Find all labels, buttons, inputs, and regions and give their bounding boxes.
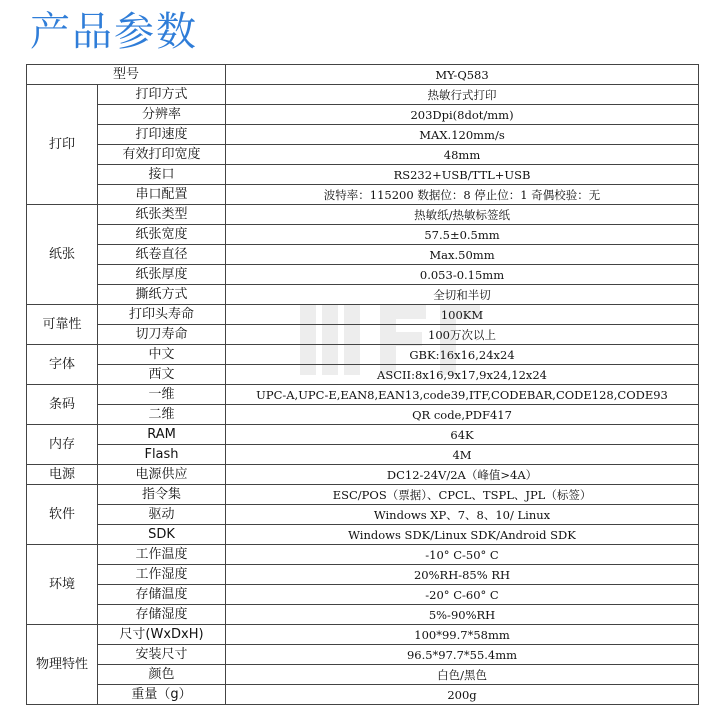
model-value: MY-Q583 <box>226 65 699 85</box>
param-name: 电源供应 <box>98 465 226 485</box>
table-row <box>27 85 699 105</box>
param-name: 指令集 <box>98 485 226 505</box>
param-name: 纸张宽度 <box>98 225 226 245</box>
param-value: 波特率：115200 数据位：8 停止位：1 奇偶校验：无 <box>226 185 699 205</box>
param-name: 安装尺寸 <box>98 645 226 665</box>
table-row-model <box>27 65 699 85</box>
param-name: Flash <box>98 445 226 465</box>
param-value: Windows SDK/Linux SDK/Android SDK <box>226 525 699 545</box>
param-value: 热敏行式打印 <box>226 85 699 105</box>
table-row <box>27 585 699 605</box>
param-name: 二维 <box>98 405 226 425</box>
param-name: 纸张厚度 <box>98 265 226 285</box>
param-value: 20%RH-85% RH <box>226 565 699 585</box>
table-row <box>27 225 699 245</box>
category-cell: 可靠性 <box>27 305 98 345</box>
table-row <box>27 185 699 205</box>
table-row <box>27 545 699 565</box>
model-label: 型号 <box>27 65 226 85</box>
category-cell: 电源 <box>27 465 98 485</box>
param-value: 白色/黑色 <box>226 665 699 685</box>
param-name: 接口 <box>98 165 226 185</box>
table-row <box>27 625 699 645</box>
param-value: 0.053-0.15mm <box>226 265 699 285</box>
table-row <box>27 205 699 225</box>
table-row <box>27 605 699 625</box>
table-row <box>27 485 699 505</box>
param-value: RS232+USB/TTL+USB <box>226 165 699 185</box>
category-cell: 环境 <box>27 545 98 625</box>
param-name: 工作湿度 <box>98 565 226 585</box>
table-row <box>27 125 699 145</box>
param-value: Max.50mm <box>226 245 699 265</box>
param-value: 100万次以上 <box>226 325 699 345</box>
table-row <box>27 325 699 345</box>
page-title: 产品参数 <box>30 9 198 55</box>
category-cell: 软件 <box>27 485 98 545</box>
table-row <box>27 245 699 265</box>
param-name: 重量（g） <box>98 685 226 705</box>
param-name: 打印方式 <box>98 85 226 105</box>
param-name: 存储湿度 <box>98 605 226 625</box>
param-value: MAX.120mm/s <box>226 125 699 145</box>
table-row <box>27 365 699 385</box>
param-name: 打印头寿命 <box>98 305 226 325</box>
param-value: -10° C-50° C <box>226 545 699 565</box>
param-name: SDK <box>98 525 226 545</box>
param-value: 5%-90%RH <box>226 605 699 625</box>
param-value: 96.5*97.7*55.4mm <box>226 645 699 665</box>
table-row <box>27 165 699 185</box>
param-value: 57.5±0.5mm <box>226 225 699 245</box>
table-row <box>27 345 699 365</box>
param-value: DC12-24V/2A（峰值>4A） <box>226 465 699 485</box>
param-name: 工作温度 <box>98 545 226 565</box>
param-value: 200g <box>226 685 699 705</box>
table-row <box>27 465 699 485</box>
param-name: RAM <box>98 425 226 445</box>
spec-table-body <box>27 65 699 705</box>
param-name: 驱动 <box>98 505 226 525</box>
param-value: ASCII:8x16,9x17,9x24,12x24 <box>226 365 699 385</box>
param-value: 100KM <box>226 305 699 325</box>
category-cell: 条码 <box>27 385 98 425</box>
param-name: 纸卷直径 <box>98 245 226 265</box>
param-name: 存储温度 <box>98 585 226 605</box>
param-value: QR code,PDF417 <box>226 405 699 425</box>
param-name: 纸张类型 <box>98 205 226 225</box>
param-name: 打印速度 <box>98 125 226 145</box>
param-value: 全切和半切 <box>226 285 699 305</box>
param-value: -20° C-60° C <box>226 585 699 605</box>
param-value: 48mm <box>226 145 699 165</box>
param-name: 一维 <box>98 385 226 405</box>
table-row <box>27 445 699 465</box>
param-value: ESC/POS（票据）、CPCL、TSPL、JPL（标签） <box>226 485 699 505</box>
param-value: Windows XP、7、8、10/ Linux <box>226 505 699 525</box>
table-row <box>27 305 699 325</box>
table-row <box>27 525 699 545</box>
table-row <box>27 645 699 665</box>
param-name: 中文 <box>98 345 226 365</box>
table-row <box>27 405 699 425</box>
param-name: 有效打印宽度 <box>98 145 226 165</box>
param-value: 热敏纸/热敏标签纸 <box>226 205 699 225</box>
table-row <box>27 665 699 685</box>
category-cell: 纸张 <box>27 205 98 305</box>
param-value: 100*99.7*58mm <box>226 625 699 645</box>
param-name: 尺寸(WxDxH) <box>98 625 226 645</box>
category-cell: 字体 <box>27 345 98 385</box>
table-row <box>27 565 699 585</box>
table-row <box>27 425 699 445</box>
param-value: UPC-A,UPC-E,EAN8,EAN13,code39,ITF,CODEBAR,CODE128,CODE93 <box>226 385 699 405</box>
param-value: 4M <box>226 445 699 465</box>
param-name: 串口配置 <box>98 185 226 205</box>
param-name: 西文 <box>98 365 226 385</box>
param-name: 分辨率 <box>98 105 226 125</box>
table-row <box>27 265 699 285</box>
param-value: GBK:16x16,24x24 <box>226 345 699 365</box>
category-cell: 内存 <box>27 425 98 465</box>
table-row <box>27 685 699 705</box>
table-row <box>27 105 699 125</box>
table-row <box>27 285 699 305</box>
param-name: 撕纸方式 <box>98 285 226 305</box>
param-value: 203Dpi(8dot/mm) <box>226 105 699 125</box>
spec-table <box>26 64 699 705</box>
table-row <box>27 145 699 165</box>
category-cell: 打印 <box>27 85 98 205</box>
param-value: 64K <box>226 425 699 445</box>
table-row <box>27 385 699 405</box>
param-name: 颜色 <box>98 665 226 685</box>
table-row <box>27 505 699 525</box>
param-name: 切刀寿命 <box>98 325 226 345</box>
category-cell: 物理特性 <box>27 625 98 705</box>
